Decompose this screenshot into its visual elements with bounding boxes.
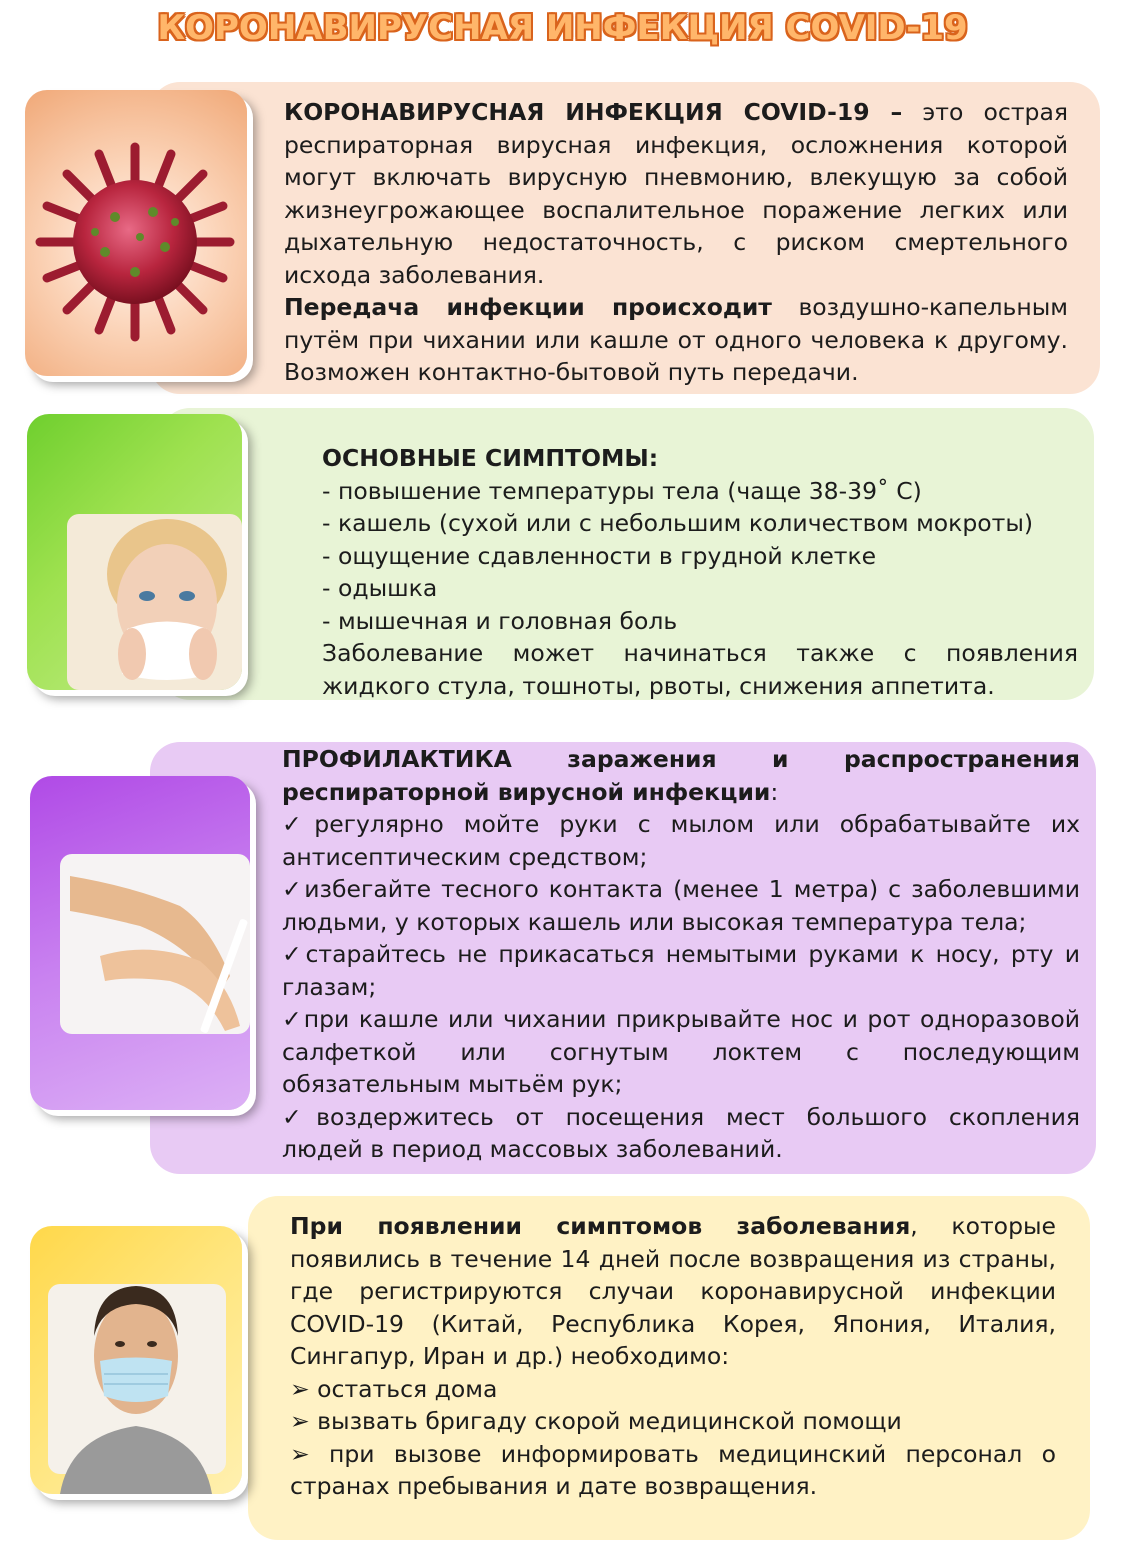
hand-washing-image	[30, 776, 250, 1110]
action-item: ➢ при вызове информировать медицинский персонал о странах пребывания и дате возвращения.	[290, 1439, 1056, 1500]
prevention-heading-colon: :	[770, 777, 779, 806]
symptoms-text	[322, 442, 1078, 702]
sneezing-woman-image	[27, 414, 242, 690]
definition-text	[284, 96, 1068, 389]
transmission-lead: Передача инфекции происходит	[284, 293, 772, 321]
definition-body: это острая респираторная вирусная инфекция, осложнения которой могут включать вирусную пневмонию, влекущую за собой жизнеугрожающее воспалительное поражение легких или дыхательную недостаточность, с риском смертельного исхода заболевания.	[284, 98, 1068, 289]
symptoms-note: Заболевание может начинаться также с появления жидкого стула, тошноты, рвоты, снижения аппетита.	[322, 639, 1078, 700]
virus-image	[25, 90, 247, 376]
symptom-item: - ощущение сдавленности в грудной клетке	[322, 541, 877, 570]
symptom-item: - мышечная и головная боль	[322, 606, 678, 635]
action-item: ➢ вызвать бригаду скорой медицинской помощи	[290, 1407, 902, 1435]
person-sneezing-icon	[27, 414, 242, 690]
symptom-item: - одышка	[322, 574, 438, 602]
action-item: ➢ остаться дома	[290, 1374, 498, 1403]
coronavirus-icon	[25, 90, 247, 376]
person-mask-icon	[30, 1226, 242, 1494]
symptom-item: - повышение температуры тела (чаще 38-39˚ С)	[322, 476, 922, 505]
transmission-body: воздушно-капельным путём при чихании или кашле от одного человека к другому. Возможен контактно-бытовой путь передачи.	[284, 293, 1068, 386]
symptoms-heading: ОСНОВНЫЕ СИМПТОМЫ:	[322, 444, 659, 472]
masked-man-image	[30, 1226, 242, 1494]
prevention-item: ✓регулярно мойте руки с мылом или обрабатывайте их антисептическим средством;	[282, 810, 1080, 871]
page-title: КОРОНАВИРУСНАЯ ИНФЕКЦИЯ COVID-19	[157, 8, 968, 48]
definition-lead: КОРОНАВИРУСНАЯ ИНФЕКЦИЯ COVID-19 –	[284, 98, 903, 126]
prevention-text	[282, 743, 1080, 1166]
prevention-item: ✓при кашле или чихании прикрывайте нос и рот одноразовой салфеткой или согнутым локтем с последующим обязательным мытьём рук;	[282, 1005, 1080, 1098]
prevention-item: ✓избегайте тесного контакта (менее 1 метра) с заболевшими людьми, у которых кашель или высокая температура тела;	[282, 875, 1080, 936]
actions-text	[290, 1210, 1056, 1503]
prevention-heading: ПРОФИЛАКТИКА заражения и распространения респираторной вирусной инфекции	[282, 745, 1080, 806]
prevention-item: ✓воздержитесь от посещения мест большого скопления людей в период массовых заболеваний.	[282, 1102, 1080, 1163]
symptom-item: - кашель (сухой или с небольшим количеством мокроты)	[322, 509, 1034, 537]
actions-body: , которые появились в течение 14 дней после возвращения из страны, где регистрируются случаи коронавирусной инфекции COVID-19 (Китай, Республика Корея, Япония, Италия, Сингапур, Иран и др.) необходимо:	[290, 1212, 1056, 1370]
hands-icon	[30, 776, 250, 1110]
prevention-item: ✓старайтесь не прикасаться немытыми руками к носу, рту и глазам;	[282, 940, 1080, 1001]
actions-lead: При появлении симптомов заболевания	[290, 1212, 911, 1240]
